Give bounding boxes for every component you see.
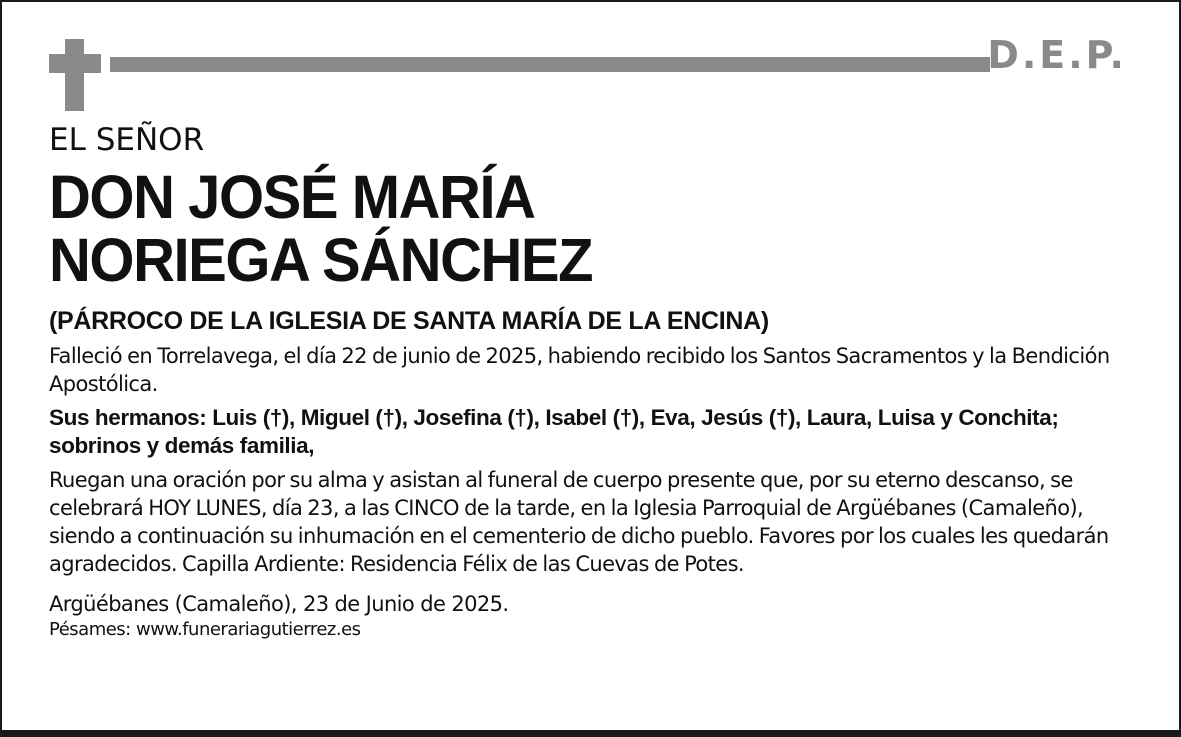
- obituary-body: [49, 120, 1149, 642]
- funeral-text: Ruegan una oración por su alma y asistan al funeral de cuerpo presente que, por su eterno descanso, se celebrará HOY LUNES, día 23, a las CINCO de la tarde, en la Iglesia Parroquial de Argüébanes (Camaleño), siendo a continuación su inhumación en el cementerio de dicho pueblo. Favores por los cuales les quedarán agradecidos. Capilla Ardiente: Residencia Félix de las Cuevas de Potes.: [49, 468, 1109, 576]
- intro-text: EL SEÑOR: [49, 122, 205, 158]
- deceased-name: [49, 163, 1094, 294]
- cross-icon-horizontal-bar: [49, 54, 101, 73]
- deceased-name-line-1: DON JOSÉ MARÍA: [49, 163, 535, 231]
- death-notice: Falleció en Torrelavega, el día 22 de junio de 2025, habiendo recibido los Santos Sacramentos y la Bendición Apostólica.: [49, 344, 1110, 396]
- header-rule: [110, 57, 990, 72]
- condolences-link[interactable]: Pésames: www.funerariagutierrez.es: [49, 619, 361, 640]
- family-list: Sus hermanos: Luis (†), Miguel (†), Josefina (†), Isabel (†), Eva, Jesús (†), Laura, Luisa y Conchita; sobrinos y demás familia,: [49, 405, 1059, 458]
- cross-icon-vertical-bar: [65, 39, 84, 111]
- deceased-role: (PÁRROCO DE LA IGLESIA DE SANTA MARÍA DE LA ENCINA): [49, 307, 769, 335]
- dep-label: D.E.P.: [987, 33, 1127, 77]
- deceased-name-line-2: NORIEGA SÁNCHEZ: [49, 226, 593, 294]
- place-date: Argüébanes (Camaleño), 23 de Junio de 2025.: [49, 592, 509, 616]
